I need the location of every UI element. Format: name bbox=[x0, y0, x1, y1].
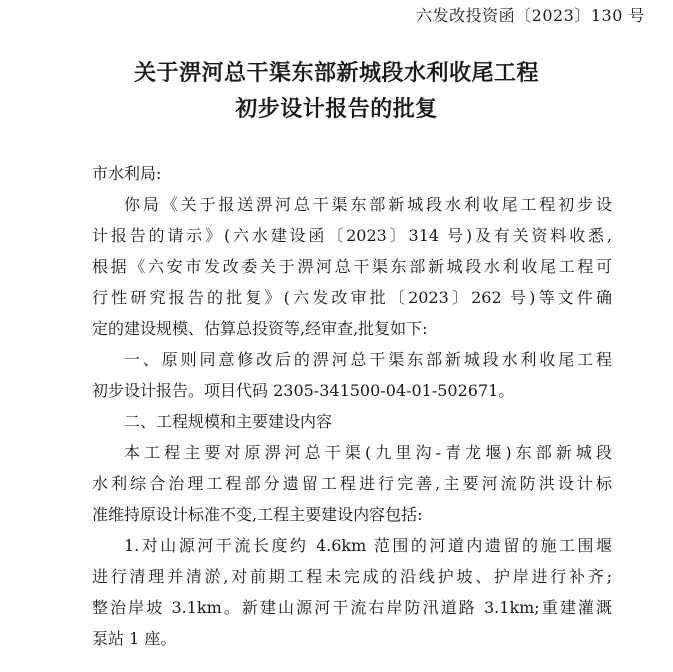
paragraph-request-reference bbox=[92, 189, 612, 344]
paragraph-line: 泵站 1 座。 bbox=[92, 629, 177, 648]
paragraph-line: 你局《关于报送淠河总干渠东部新城段水利收尾工程初步设 bbox=[124, 195, 612, 214]
paragraph-line: 准维持原设计标准不变,工程主要建设内容包括: bbox=[92, 505, 423, 524]
paragraph-line: 行性研究报告的批复》(六发改审批〔2023〕262 号)等文件确 bbox=[92, 288, 612, 307]
title-line-2: 初步设计报告的批复 bbox=[235, 97, 438, 122]
paragraph-line: 进行清理并清淤,对前期工程未完成的沿线护坡、护岸进行补齐; bbox=[92, 567, 612, 586]
paragraph-project-scope bbox=[92, 437, 612, 530]
paragraph-line: 水利综合治理工程部分遗留工程进行完善,主要河流防洪设计标 bbox=[92, 474, 612, 493]
paragraph-line: 初步设计报告。项目代码 2305-341500-04-01-502671。 bbox=[92, 381, 515, 400]
document-title bbox=[0, 56, 673, 128]
addressee: 市水利局: bbox=[92, 164, 162, 183]
paragraph-line: 本工程主要对原淠河总干渠(九里沟-青龙堰)东部新城段 bbox=[124, 443, 612, 462]
paragraph-line: 定的建设规模、估算总投资等,经审查,批复如下: bbox=[92, 319, 428, 338]
section-heading-scale-and-content: 二、工程规模和主要建设内容 bbox=[124, 412, 333, 431]
paragraph-line: 1.对山源河干流长度约 4.6km 范围的河道内遗留的施工围堰 bbox=[124, 536, 612, 555]
paragraph-construction-item-1 bbox=[92, 530, 612, 654]
document-number: 六发改投资函〔2023〕130 号 bbox=[416, 6, 645, 25]
paragraph-line: 根据《六安市发改委关于淠河总干渠东部新城段水利收尾工程可 bbox=[92, 257, 612, 276]
paragraph-line: 整治岸坡 3.1km。新建山源河干流右岸防汛道路 3.1km;重建灌溉 bbox=[92, 598, 612, 617]
paragraph-line: 计报告的请示》(六水建设函〔2023〕314 号)及有关资料收悉, bbox=[92, 226, 612, 245]
document-body bbox=[92, 158, 612, 654]
paragraph-approval-item-1 bbox=[92, 344, 612, 406]
title-line-1: 关于淠河总干渠东部新城段水利收尾工程 bbox=[133, 61, 539, 86]
paragraph-line: 一、原则同意修改后的淠河总干渠东部新城段水利收尾工程 bbox=[124, 350, 612, 369]
